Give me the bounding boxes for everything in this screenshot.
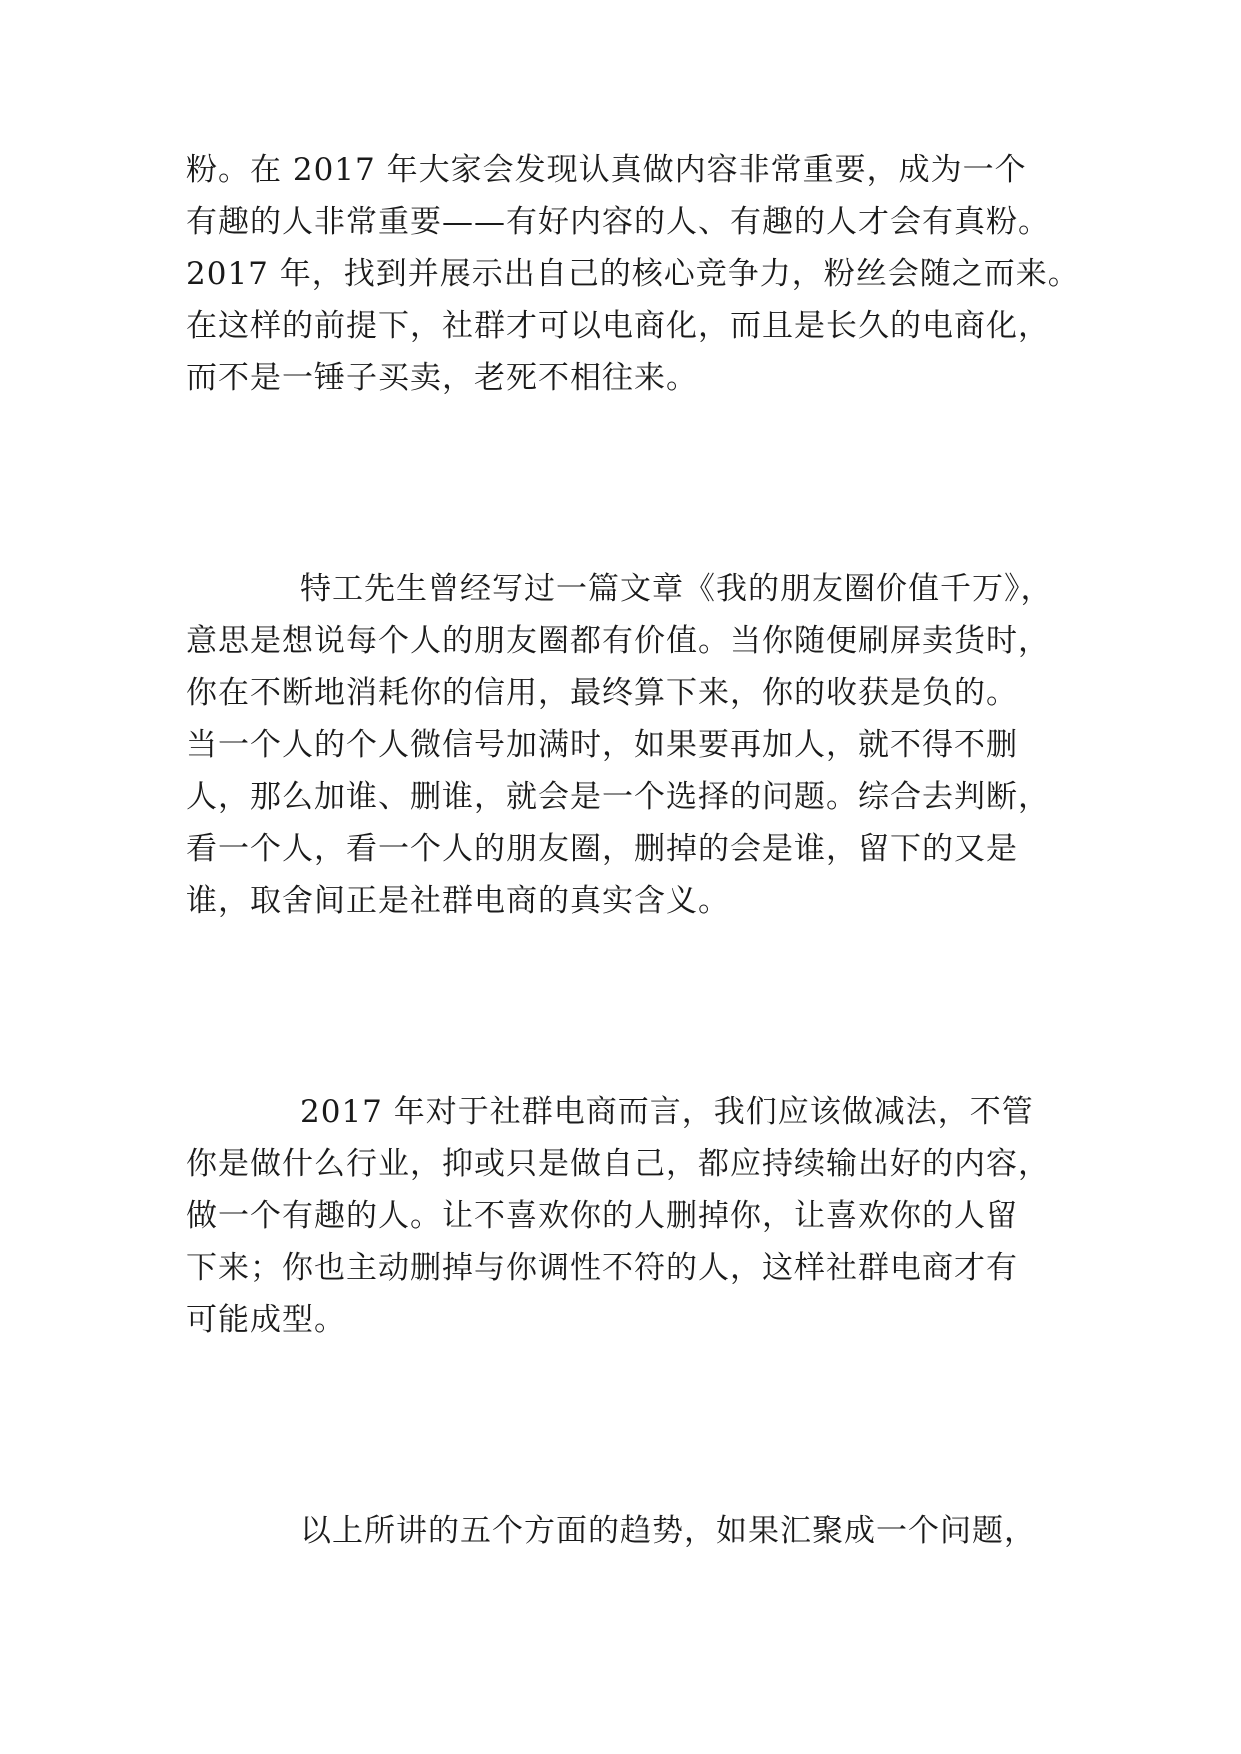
paragraph-3-line-2: 你是做什么行业，抑或只是做自己，都应持续输出好的内容， [186, 1146, 1050, 1182]
paragraph-1-line-2: 有趣的人非常重要——有好内容的人、有趣的人才会有真粉。 [186, 204, 1050, 240]
paragraph-1-line-1: 粉。在 2017 年大家会发现认真做内容非常重要，成为一个 [186, 152, 1027, 188]
paragraph-2-line-3: 你在不断地消耗你的信用，最终算下来，你的收获是负的。 [186, 675, 1018, 711]
paragraph-2-line-5: 人，那么加谁、删谁，就会是一个选择的问题。综合去判断， [186, 779, 1050, 815]
paragraph-3-line-1: 2017 年对于社群电商而言，我们应该做减法，不管 [300, 1094, 1034, 1130]
paragraph-4-line-1: 以上所讲的五个方面的趋势，如果汇聚成一个问题， [300, 1513, 1036, 1549]
paragraph-2-line-2: 意思是想说每个人的朋友圈都有价值。当你随便刷屏卖货时， [186, 623, 1050, 659]
paragraph-2-line-7: 谁，取舍间正是社群电商的真实含义。 [186, 883, 730, 919]
paragraph-1-line-5: 而不是一锤子买卖，老死不相往来。 [186, 360, 698, 396]
paragraph-1-line-4: 在这样的前提下，社群才可以电商化，而且是长久的电商化， [186, 308, 1050, 344]
paragraph-3-line-4: 下来；你也主动删掉与你调性不符的人，这样社群电商才有 [186, 1250, 1018, 1286]
paragraph-2-line-1: 特工先生曾经写过一篇文章《我的朋友圈价值千万》， [300, 571, 1053, 607]
paragraph-1-line-3: 2017 年，找到并展示出自己的核心竞争力，粉丝会随之而来。 [186, 256, 1080, 292]
paragraph-2-line-6: 看一个人，看一个人的朋友圈，删掉的会是谁，留下的又是 [186, 831, 1018, 867]
paragraph-3-line-3: 做一个有趣的人。让不喜欢你的人删掉你，让喜欢你的人留 [186, 1198, 1018, 1234]
paragraph-3-line-5: 可能成型。 [186, 1302, 346, 1338]
paragraph-2-line-4: 当一个人的个人微信号加满时，如果要再加人，就不得不删 [186, 727, 1018, 763]
